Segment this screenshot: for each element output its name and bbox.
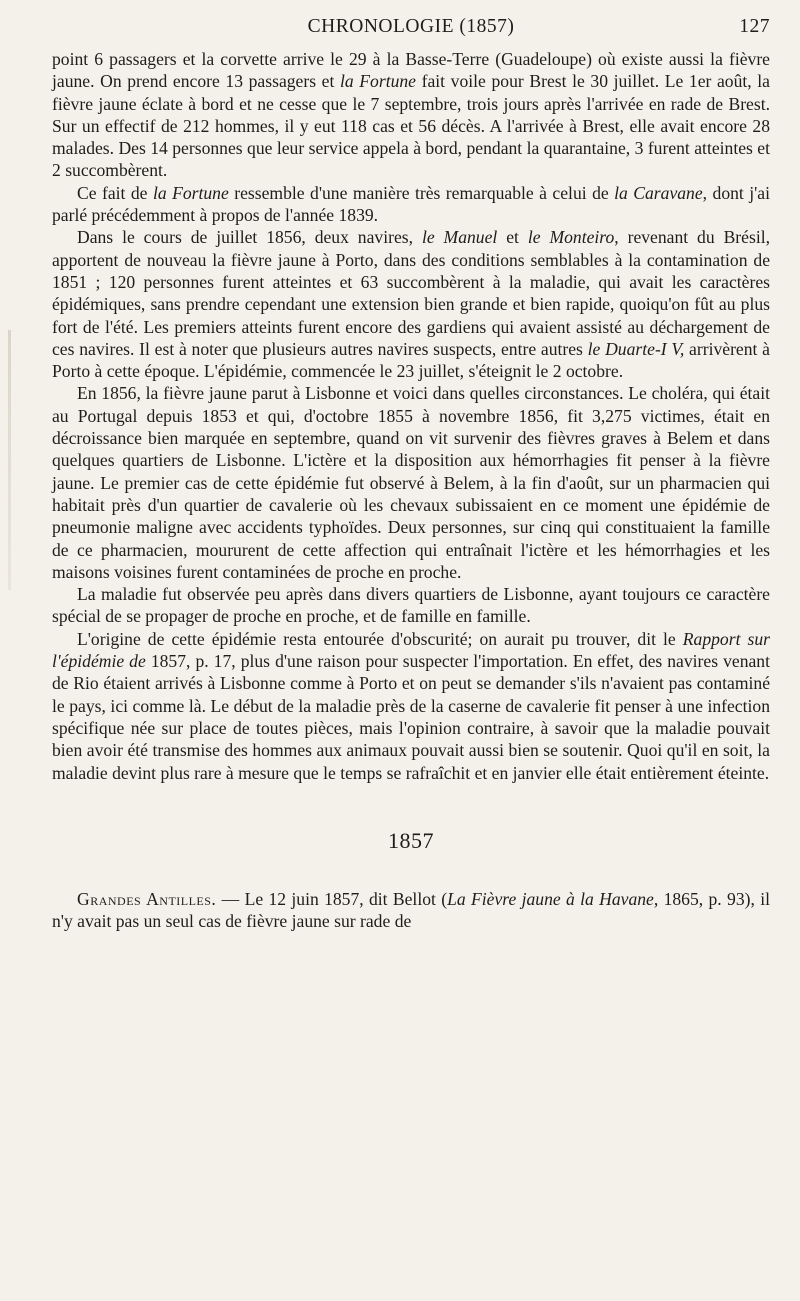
paragraph [52, 182, 770, 227]
italic-title: La Fièvre jaune à la Havane [447, 888, 654, 909]
running-head [52, 14, 770, 48]
running-title: CHRONOLOGIE (1857) [307, 16, 515, 37]
paragraph [52, 628, 770, 784]
italic-title: la Caravane [614, 182, 703, 203]
text-run: La maladie fut observée peu après dans divers quartiers de Lisbonne, ayant toujours ce caractère spécial de se propager de proche en proche, et de famille en famille. [52, 584, 770, 627]
text-run: — Le 12 juin 1857, dit Bellot ( [221, 888, 448, 909]
section-text [52, 888, 770, 933]
text-run: arrivèrent à Porto à cette époque. L'épidémie, commencée le 23 juillet, s'éteignit le 2 octobre. [52, 338, 770, 382]
italic-title: la Fortune [340, 71, 416, 92]
page-number: 127 [739, 16, 770, 37]
book-page [52, 14, 770, 932]
section-lead-heading: Grandes Antilles. [77, 888, 217, 909]
text-run: , revenant du Brésil, apportent de nouveau la fièvre jaune à Porto, dans des conditions semblables à la contamination de 1851 ; 120 personnes furent atteintes et 63 succombèrent à la maladie, qui avait les caractères épidémiques, sans prendre cependant une extension bien grande et bien rapide, quoiqu'on fût au plus fort de l'été. Les premiers atteints furent encore des gardiens qui avaient assisté au déchargement de ces navires. Il est à noter que plusieurs autres navires suspects, entre autres [52, 227, 770, 359]
italic-title: la Fortune [152, 182, 229, 203]
scan-shadow [8, 330, 11, 590]
italic-title: le Manuel [421, 227, 498, 248]
section-paragraph [52, 888, 770, 933]
italic-title: le Monteiro [527, 227, 615, 248]
text-run: fait voile pour Brest le 30 juillet. Le 1er août, la fièvre jaune éclate à bord et ne cesse que le 7 septembre, trois jours après l'arrivée en rade de Brest. Sur un effectif de 212 hommes, il y eut 118 cas et 56 décès. A l'arrivée à Brest, elle avait encore 28 malades. Des 14 personnes que leur service appela à bord, pendant la quarantaine, 3 furent atteintes et 2 succombèrent. [52, 71, 770, 181]
text-run: , 1865, p. 93), il n'y avait pas un seul cas de fièvre jaune sur rade de [52, 888, 770, 932]
text-run: En 1856, la fièvre jaune parut à Lisbonne et voici dans quelles circonstances. Le choléra, qui était au Portugal depuis 1853 et qui, d'octobre 1855 à novembre 1856, fit 3,275 victimes, était en décroissance bien marquée en septembre, quand on vit survenir des fièvres graves à Belem et dans quelques quartiers de Lisbonne. L'ictère et la disposition aux hémorrhagies fit penser à la fièvre jaune. Le premier cas de cette épidémie fut observé à Belem, à la fin d'août, sur un pharmacien qui habitait près d'un quartier de cavalerie où les chevaux subissaient en ce moment une épidémie de pneumonie maligne avec accidents typhoïdes. Deux personnes, sur cinq qui constituaient la famille de ce pharmacien, moururent de cette affection qui entraînait l'ictère et les hémorrhagies et les maisons voisines furent contaminées de proche en proche. [52, 383, 770, 582]
text-run: Dans le cours de juillet 1856, deux navires, [77, 227, 422, 248]
text-run: Ce fait de [77, 182, 153, 203]
text-run: et [497, 227, 528, 248]
italic-title: le Duarte-I V, [587, 338, 685, 359]
paragraph [52, 583, 770, 628]
text-run: point 6 passagers et la corvette arrive le 29 à la Basse-Terre (Guadeloupe) où existe aussi la fièvre jaune. On prend encore 13 passagers et [52, 49, 770, 92]
text-run: ressemble d'une manière très remarquable à celui de [228, 182, 615, 203]
text-run: 1857, p. 17, plus d'une raison pour suspecter l'importation. En effet, des navires venant de Rio étaient arrivés à Lisbonne comme à Porto et on peut se demander s'ils n'avaient pas contaminé le pays, ici comme là. Le début de la maladie près de la caserne de cavalerie fit penser à une infection spécifique née sur place de toutes pièces, mais l'opinion contraire, à savoir que la maladie pouvait bien avoir été transmise des hommes aux animaux pouvait aussi bien se soutenir. Quoi qu'il en soit, la maladie devint plus rare à mesure que le temps se rafraîchit et en janvier elle était entièrement éteinte. [52, 651, 770, 783]
text-run: , dont j'ai parlé précédemment à propos de l'année 1839. [52, 182, 771, 226]
body-text [52, 48, 770, 784]
section-year-heading: 1857 [388, 827, 434, 853]
text-run: L'origine de cette épidémie resta entourée d'obscurité; on aurait pu trouver, dit le [77, 628, 683, 649]
italic-title: Rapport sur l'épidémie de [52, 628, 770, 672]
paragraph [52, 382, 770, 583]
paragraph [52, 48, 770, 182]
paragraph [52, 226, 770, 382]
